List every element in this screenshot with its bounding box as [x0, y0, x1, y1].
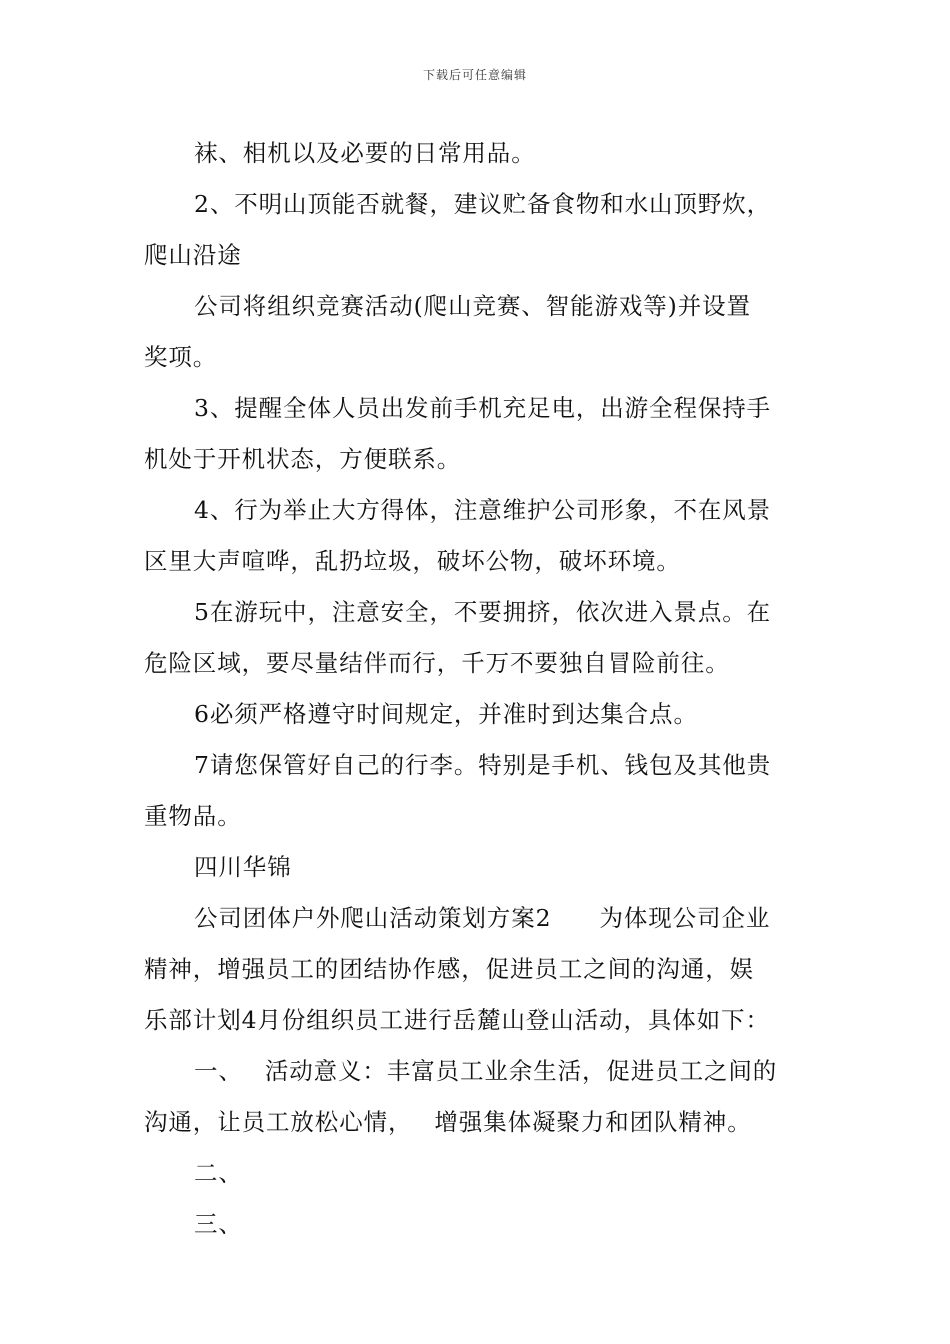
text-line: 公司将组织竞赛活动(爬山竞赛、智能游戏等)并设置: [194, 292, 751, 320]
text-line: 机处于开机状态，方便联系。: [144, 445, 462, 473]
plan-lead-text: 为体现公司企业: [599, 904, 771, 932]
section-1-line: [144, 1046, 808, 1097]
plan-title-line: [144, 893, 808, 944]
text-line: 2、不明山顶能否就餐，建议贮备食物和水山顶野炊，: [194, 190, 772, 218]
text-line: 区里大声喧哗，乱扔垃圾，破坏公物，破坏环境。: [144, 547, 681, 575]
text-line: 7请您保管好自己的行李。特别是手机、钱包及其他贵: [194, 751, 772, 779]
text-line: 重物品。: [144, 802, 242, 830]
section-text: 增强集体凝聚力和团队精神。: [434, 1108, 752, 1136]
text-line: 5在游玩中，注意安全，不要拥挤，依次进入景点。在: [194, 598, 772, 626]
text-line: 精神，增强员工的团结协作感，促进员工之间的沟通，娱: [144, 955, 754, 983]
section-text: 沟通，让员工放松心情，: [144, 1108, 413, 1136]
text-line: 奖项。: [144, 343, 218, 371]
text-line: 6必须严格遵守时间规定，并准时到达集合点。: [194, 700, 698, 728]
section-1-line-2: [144, 1097, 808, 1148]
page-header: 下载后可任意编辑: [422, 68, 527, 82]
section-number: 一、: [194, 1057, 243, 1085]
text-line: 危险区域，要尽量结伴而行，千万不要独自冒险前往。: [144, 649, 730, 677]
section-2-number: 二、: [194, 1159, 243, 1187]
plan-title: 公司团体户外爬山活动策划方案2: [194, 904, 552, 932]
text-line: 3、提醒全体人员出发前手机充足电，出游全程保持手: [194, 394, 772, 422]
company-name: 四川华锦: [194, 853, 292, 881]
text-line: 袜、相机以及必要的日常用品。: [194, 139, 536, 167]
section-text: 活动意义：丰富员工业余生活，促进员工之间的: [264, 1057, 778, 1085]
text-line: 爬山沿途: [144, 241, 242, 269]
document-body: [144, 128, 808, 1250]
text-line: 乐部计划4月份组织员工进行岳麓山登山活动，具体如下：: [144, 1006, 770, 1034]
section-3-number: 三、: [194, 1210, 243, 1238]
text-line: 4、行为举止大方得体，注意维护公司形象，不在风景: [194, 496, 772, 524]
